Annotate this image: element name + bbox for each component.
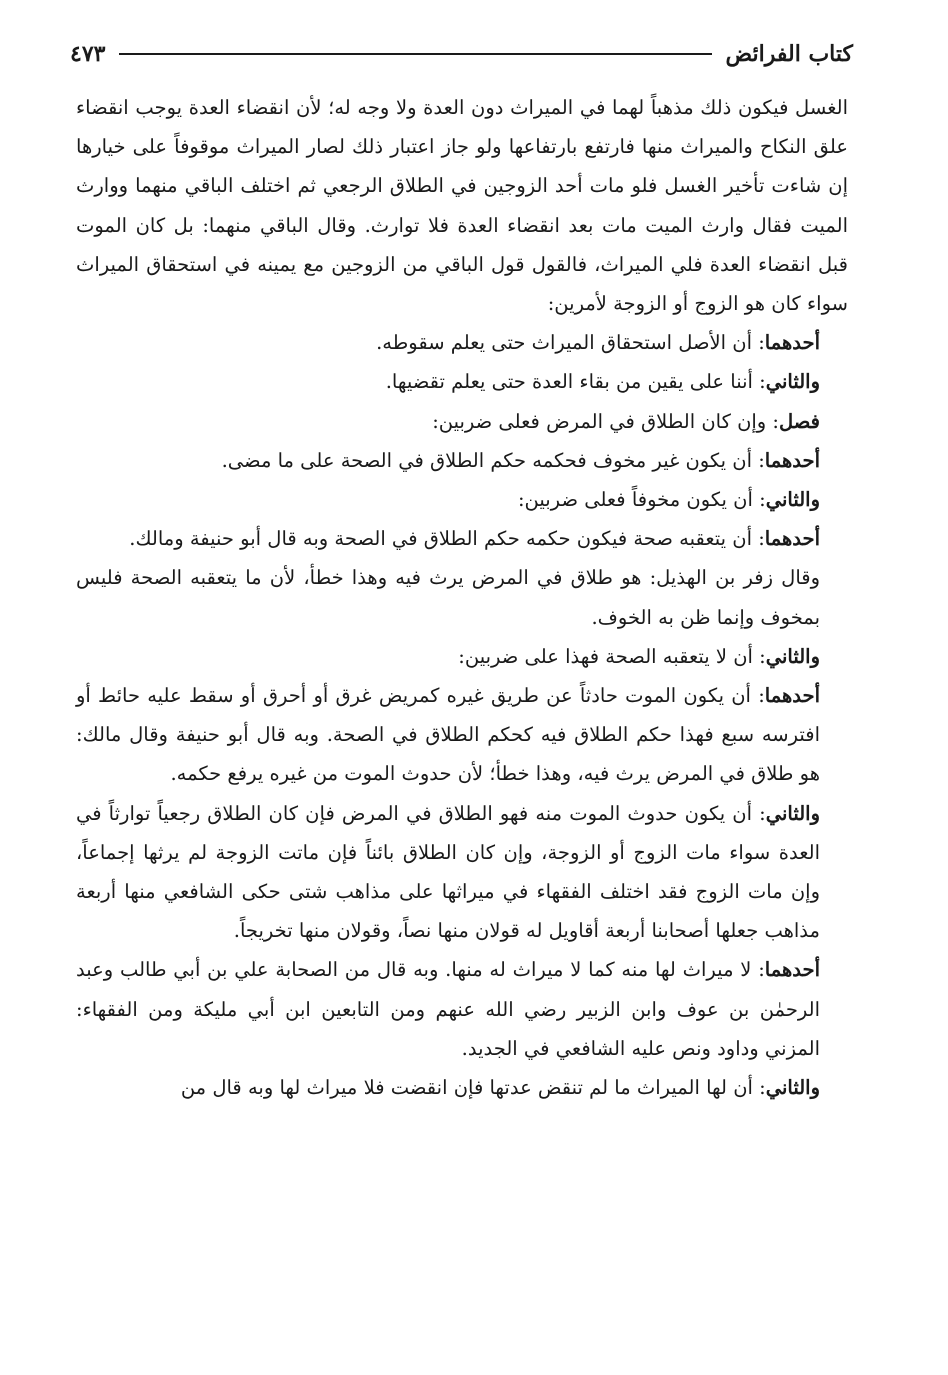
paragraph-text: : أن يكون حدوث الموت منه فهو الطلاق في المرض فإن كان الطلاق رجعياً توارثاً في العدة سواء مات الزوج أو الزوجة، وإن كان الطلاق بائناً فإن ماتت الزوجة لم يرثها إجماعاً، وإن مات الزوج فقد اختلف الفقهاء في ميراثها على مذاهب شتى حكى الشافعي منها أربعة مذاهب جعلها أصحابنا أربعة أقاويل له قولان منها نصاً، وقولان منها تخريجاً. — [76, 801, 820, 943]
paragraph — [76, 362, 848, 401]
paragraph-text: : أن يتعقبه صحة فيكون حكمه حكم الطلاق في الصحة وبه قال أبو حنيفة ومالك. — [129, 527, 765, 551]
paragraph — [76, 402, 848, 441]
paragraph-keyword: والثاني — [765, 1076, 820, 1100]
page-number: ٤٧٣ — [70, 41, 106, 67]
paragraph — [76, 637, 848, 676]
paragraph — [76, 676, 848, 794]
header-rule — [119, 53, 711, 55]
running-title: كتاب الفرائض — [725, 41, 853, 67]
paragraph — [76, 441, 848, 480]
paragraph-text: : أن يكون مخوفاً فعلى ضربين: — [517, 488, 766, 512]
paragraph-text: : أن يكون غير مخوف فحكمه حكم الطلاق في الصحة على ما مضى. — [221, 448, 765, 472]
paragraph-keyword: والثاني — [765, 644, 820, 668]
paragraph-text: وقال زفر بن الهذيل: هو طلاق في المرض يرث فيه وهذا خطأ، لأن ما يتعقبه الصحة فليس بمخوف وإنما ظن به الخوف. — [76, 566, 820, 629]
page-header — [70, 34, 853, 74]
paragraph-keyword: فصل — [779, 409, 820, 433]
paragraph — [76, 480, 848, 519]
paragraph-text: : أن لا يتعقبه الصحة فهذا على ضربين: — [458, 644, 766, 668]
paragraph-text: : أن لها الميراث ما لم تنقض عدتها فإن انقضت فلا ميراث لها وبه قال من — [180, 1076, 766, 1100]
paragraph-keyword: أحدهما — [764, 684, 820, 708]
paragraph-text: الغسل فيكون ذلك مذهباً لهما في الميراث دون العدة ولا وجه له؛ لأن انقضاء العدة يوجب انقضاء علق النكاح والميراث منها فارتفع بارتفاعها ولو جاز اعتبار ذلك لصار الميراث موقوفاً على خيارها إن شاءت تأخير الغسل فلو مات أحد الزوجين في الطلاق الرجعي ثم اختلف الباقي منهما ووارث الميت فقال وارث الميت مات بعد انقضاء العدة فلا توارث. وقال الباقي منهما: بل كان الموت قبل انقضاء العدة فلي الميراث، فالقول قول الباقي من الزوجين مع يمينه في استحقاق الميراث سواء كان هو الزوج أو الزوجة لأمرين: — [76, 96, 848, 316]
paragraph-text: : أن يكون الموت حادثاً عن طريق غيره كمريض غرق أو أحرق أو سقط عليه حائط أو افترسه سبع فهذا حكم الطلاق فيه كحكم الطلاق في الصحة. وبه قال أبو حنيفة وقال مالك: هو طلاق في المرض يرث فيه، وهذا خطأ؛ لأن حدوث الموت من غيره يرفع حكمه. — [76, 684, 820, 786]
paragraph — [76, 323, 848, 362]
paragraph — [76, 950, 848, 1068]
paragraph — [76, 88, 848, 323]
page-body — [76, 88, 848, 1107]
paragraph-text: : أن الأصل استحقاق الميراث حتى يعلم سقوطه. — [376, 331, 765, 355]
paragraph — [76, 794, 848, 951]
paragraph-keyword: أحدهما — [764, 331, 820, 355]
paragraph-keyword: أحدهما — [764, 527, 820, 551]
paragraph-keyword: أحدهما — [764, 958, 820, 982]
paragraph — [76, 1068, 848, 1107]
paragraph-text: : أننا على يقين من بقاء العدة حتى يعلم تقضيها. — [385, 370, 766, 394]
paragraph-text: : وإن كان الطلاق في المرض فعلى ضربين: — [432, 409, 779, 433]
paragraph-keyword: أحدهما — [764, 448, 820, 472]
paragraph-text: : لا ميراث لها منه كما لا ميراث له منها. وبه قال من الصحابة علي بن أبي طالب وعبد الرحمٰن بن عوف وابن الزبير رضي الله عنهم ومن التابعين ابن أبي مليكة ومن الفقهاء: المزني وداود ونص عليه الشافعي في الجديد. — [76, 958, 820, 1060]
paragraph-keyword: والثاني — [765, 801, 820, 825]
paragraph — [76, 558, 848, 636]
paragraph-keyword: والثاني — [765, 488, 820, 512]
paragraph-keyword: والثاني — [765, 370, 820, 394]
paragraph — [76, 519, 848, 558]
